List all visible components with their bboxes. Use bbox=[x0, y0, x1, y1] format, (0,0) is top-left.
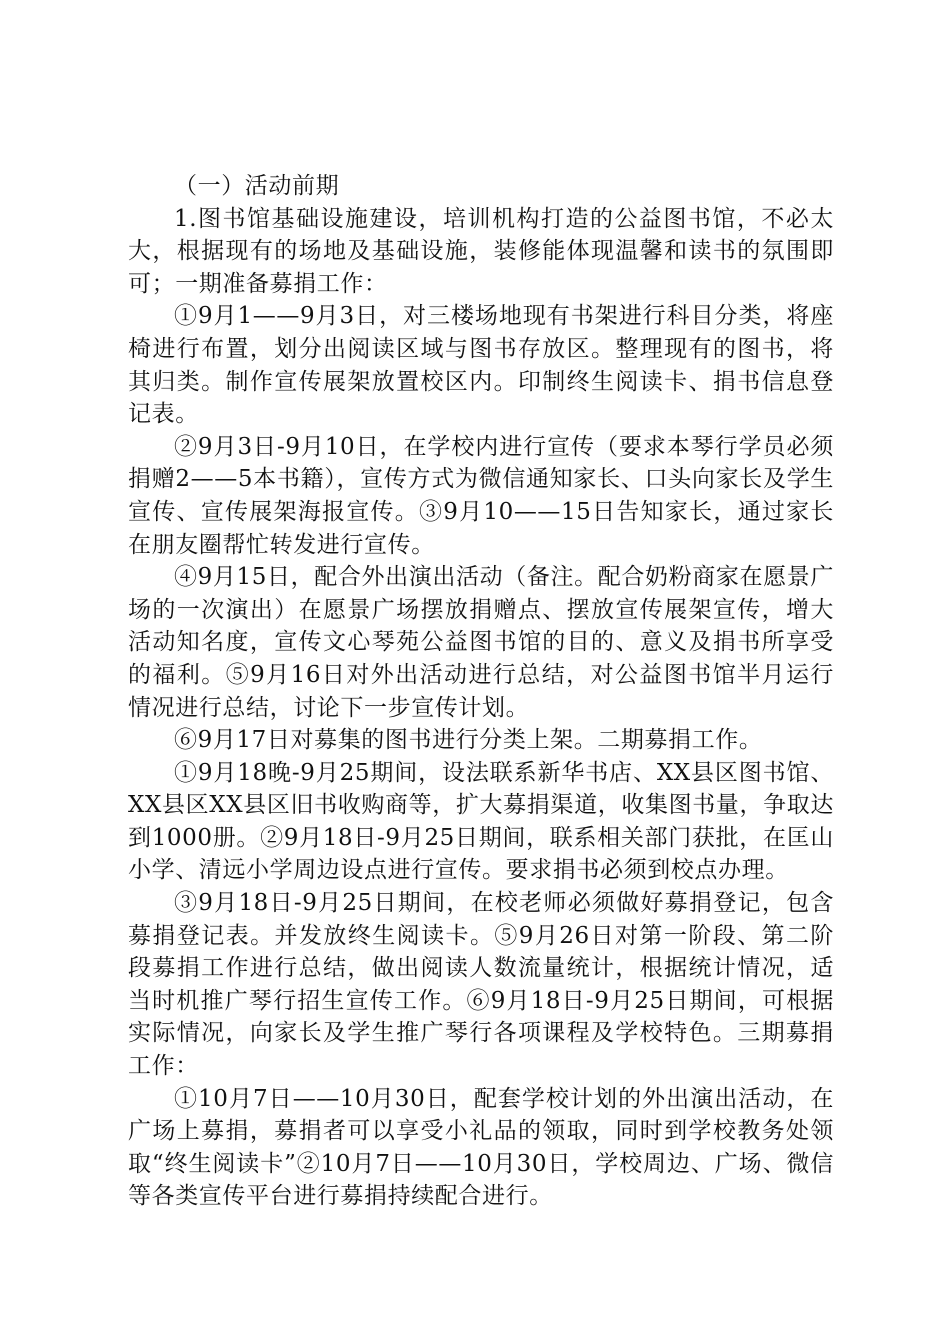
paragraph-2: ①9月1——9月3日，对三楼场地现有书架进行科目分类，将座椅进行布置，划分出阅读区域与图书存放区。整理现有的图书，将其归类。制作宣传展架放置校区内。印制终生阅读卡、捐书信息登记表。 bbox=[128, 303, 834, 428]
document-body bbox=[128, 170, 834, 1213]
paragraph-3: ②9月3日-9月10日，在学校内进行宣传（要求本琴行学员必须捐赠2——5本书籍），宣传方式为微信通知家长、口头向家长及学生宣传、宣传展架海报宣传。③9月10——15日告知家长，通过家长在朋友圈帮忙转发进行宣传。 bbox=[128, 433, 834, 558]
paragraph-6: ①9月18晚-9月25期间，设法联系新华书店、XX县区图书馆、XX县区XX县区旧书收购商等，扩大募捐渠道，收集图书量，争取达到1000册。②9月18日-9月25日期间，联系相关部门获批，在匡山小学、清远小学周边设点进行宣传。要求捐书必须到校点办理。 bbox=[128, 759, 834, 884]
section-heading: （一）活动前期 bbox=[174, 173, 340, 199]
paragraph-5: ⑥9月17日对募集的图书进行分类上架。二期募捐工作。 bbox=[174, 727, 763, 754]
paragraph-1: 1.图书馆基础设施建设，培训机构打造的公益图书馆，不必太大，根据现有的场地及基础设施，装修能体现温馨和读书的氛围即可；一期准备募捐工作： bbox=[128, 205, 834, 297]
paragraph-7: ③9月18日-9月25日期间，在校老师必须做好募捐登记，包含募捐登记表。并发放终生阅读卡。⑤9月26日对第一阶段、第二阶段募捐工作进行总结，做出阅读人数流量统计，根据统计情况，适当时机推广琴行招生宣传工作。⑥9月18日-9月25日期间，可根据实际情况，向家长及学生推广琴行各项课程及学校特色。三期募捐工作： bbox=[128, 890, 834, 1080]
paragraph-4: ④9月15日，配合外出演出活动（备注。配合奶粉商家在愿景广场的一次演出）在愿景广场摆放捐赠点、摆放宣传展架宣传，增大活动知名度，宣传文心琴苑公益图书馆的目的、意义及捐书所享受的福利。⑤9月16日对外出活动进行总结，对公益图书馆半月运行情况进行总结，讨论下一步宣传计划。 bbox=[128, 564, 834, 721]
paragraph-8: ①10月7日——10月30日，配套学校计划的外出演出活动，在广场上募捐，募捐者可以享受小礼品的领取，同时到学校教务处领取“终生阅读卡”②10月7日——10月30日，学校周边、广场、微信等各类宣传平台进行募捐持续配合进行。 bbox=[128, 1085, 834, 1210]
